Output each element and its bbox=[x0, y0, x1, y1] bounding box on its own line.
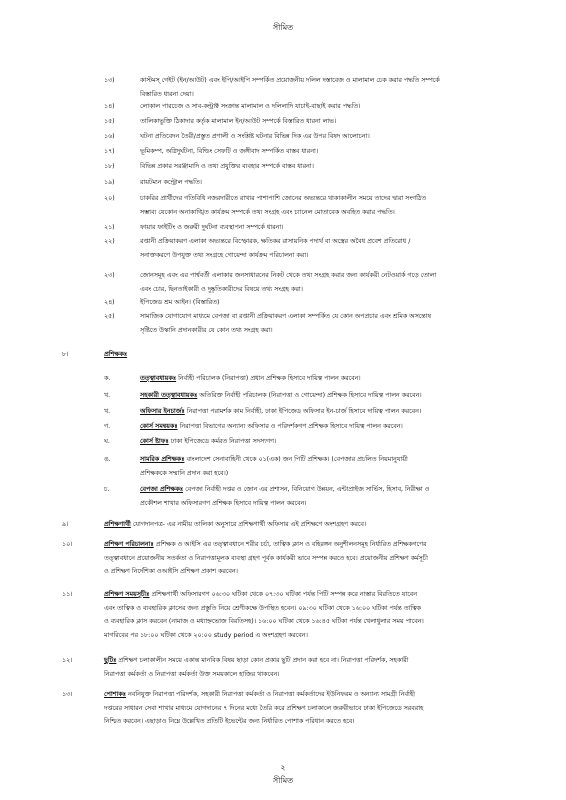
trainer-item-label: অফিসার ইনচার্জঃ bbox=[140, 408, 185, 415]
list-item-number: ২০) bbox=[104, 195, 115, 202]
list-item-text: ঘটনা প্রতিবেদন তৈরী/প্রস্তুত প্রণালী ও সংশ্লিষ্ট ঘটনার বিভিন্ন দিক এর উপর বিষদ আলোচনা। bbox=[140, 133, 370, 140]
trainer-item bbox=[140, 407, 552, 417]
paragraph-text: ও প্রশিক্ষণ নির্দেশিকা ওআইসি প্রশিক্ষণ প্রকাশ করবেন। bbox=[104, 568, 238, 575]
trainer-item-text: ঢাকা ইপিজেডে কর্মরত নিরাপত্তা সদস্যগণ। bbox=[170, 438, 277, 445]
list-item-text: জোনসমূহ এবং এর পার্শ্ববর্তী এলাকার জনসাধারনের নিকট থেকে তথ্য সংগ্রহ করার জন্য কার্যকরী নেটওয়ার্ক গড়ে তোলা bbox=[140, 272, 437, 279]
paragraph-text: প্রশিক্ষক ও আইসি এর তত্ত্বাবধানে শরীর চর্চা, তাত্বিক ক্লাস ও বহিরঙ্গন অনুশীলনসমূহ নির্ধারিত প্রশিক্ষকগণের bbox=[155, 541, 427, 548]
trainer-item-label: সহকারী তত্ত্বাবধায়কঃ bbox=[140, 392, 198, 399]
list-item-text: সনাক্তকরণে উপযুক্ত তথ্য সংগ্রহে গোয়েন্দা কার্যক্রম পরিচালনা করা। bbox=[140, 251, 309, 259]
list-item-number: ২২) bbox=[104, 238, 115, 245]
paragraph-number: ১১। bbox=[62, 591, 73, 598]
trainer-item-letter: চ. bbox=[104, 486, 110, 493]
list-item-text: কাস্টমস্ গেইট (ইন/আউট) এবং ইপি/আইপি সম্পর্কিত প্রয়োজনীয় দলিল দস্তাবেজ ও মালামাল চেক করার পদ্ধতি সম্পর্কে bbox=[140, 77, 440, 84]
paragraph-text: ও ব্যবহারিক ক্লাস করবেন (নামাজ ও মধ্যাহ্নভোজ বিরতিসহ)। ১৬:০০ ঘটিকা থেকে ১৬:৪৫ ঘটিকা পর্যন্ত খেলাধুলার সময় পাবেন। bbox=[104, 618, 424, 625]
paragraph-text: নিশ্চিত করবেন। এছাড়াও নিম্নে উল্লেখিত প্রতিটি ইভেন্টের জন্য নির্ধারিত পোশাক পরিধান করতে হবে। bbox=[104, 718, 355, 725]
list-item-number: ১৪) bbox=[104, 103, 115, 110]
trainer-item-text: বেপজা নির্বাহী দপ্তর ও জোন এর প্রশাসন, বিনিয়োগ উন্নয়ন, এন্টাপ্রাইজ সার্ভিস, হিসাব, নিরীক্ষা ও bbox=[185, 486, 430, 493]
paragraph-text: নবনিযুক্ত নিরাপত্তা পরিদর্শক, সহকারী নিরাপত্তা কর্মকর্তা ও নিরাপত্তা কর্মকর্তাদের ইউনিফরম ও অন্যান্য সামগ্রী নির্বাহী bbox=[128, 691, 415, 698]
trainer-item-letter: গ. bbox=[104, 423, 111, 430]
paragraph-label: ছুটিঃ bbox=[104, 657, 117, 664]
list-item-text: সৃষ্টিতে উস্কানি প্রদানকারীর যে কোন তথ্য সংগ্রহ করা। bbox=[140, 326, 273, 334]
list-item-text: রায়টম্যন কন্ট্রোল পদ্ধতি। bbox=[140, 179, 202, 186]
paragraph-number: ১২। bbox=[62, 657, 73, 664]
paragraph-label: পোশাকঃ bbox=[104, 691, 126, 698]
paragraph-text: প্রশিক্ষণার্থী অফিসারগণ ০৬:৩০ ঘটিকা থেকে ০৭:৩০ ঘটিকা পর্যন্ত পিটি সম্পন্ন করে নাস্তার বিরতিতে যাবেন bbox=[151, 591, 418, 598]
list-item-number: ১৭) bbox=[104, 148, 115, 155]
paragraph bbox=[104, 540, 552, 550]
list-item-text: বিভিন্ন প্রকার সরঞ্জামাদি ও তথ্য প্রযুক্তির ব্যবহার সম্পর্কে বাস্তব ধারনা। bbox=[140, 163, 314, 170]
list-item-number: ২১) bbox=[104, 224, 115, 231]
paragraph bbox=[104, 690, 552, 700]
list-item-text: সামাজিক যোগাযোগ মাধ্যমে বেপজা বা রপ্তানী প্রক্রিয়াকরণ এলাকা সম্পর্কিত যে কোন অপপ্রচার এবং শ্রমিক অসন্তোষ bbox=[140, 313, 431, 320]
trainer-item-letter: ঘ. bbox=[104, 438, 110, 445]
trainer-item-text: নির্বাহী পরিচালক (নিরাপত্তা) প্রধান প্রশিক্ষক হিসাবে দায়িত্ব পালন করবেন। bbox=[178, 375, 361, 382]
paragraph-text: মাগরিবের পর ১৮:০০ ঘটিকা থেকে ২০:০০ study period এ অংশগ্রহণ করবেন। bbox=[104, 631, 308, 639]
list-item-text: এবং চোর, ছিনতাইকারী ও দুষ্কৃতিকারীদের বিষয়ে তথ্য সংগ্রহ করা। bbox=[140, 285, 303, 293]
section-heading: প্রশিক্ষকঃ bbox=[104, 351, 128, 358]
paragraph bbox=[104, 590, 552, 600]
list-item-text: রপ্তানী প্রক্রিয়াকরণ এলাকা অভ্যন্তরে বিস্ফোরক, ক্ষতিকর রাসায়নিক পদার্থ বা অস্ত্রের অবৈধ প্রবেশ প্রতিরোধ / bbox=[140, 238, 411, 245]
list-item-text: লোকাল পারচেজ ও সাব-কন্ট্রাক্ট সংক্রান্ত মালামাল ও দলিলাদি যাচাই-বাছাই করার পদ্ধতি। bbox=[140, 103, 361, 110]
list-item-number: ১৯) bbox=[104, 179, 115, 186]
trainer-item-letter: খ. bbox=[104, 408, 111, 415]
trainer-item bbox=[140, 391, 552, 401]
trainer-item-label: তত্ত্বাবধায়কঃ bbox=[140, 375, 177, 382]
paragraph-label: প্রশিক্ষণ সময়সূচীঃ bbox=[104, 591, 150, 598]
list-item-number: ২৪) bbox=[104, 299, 115, 306]
trainer-item-label: কোর্স সমন্বয়কঃ bbox=[140, 423, 178, 430]
page-header: সীমিত bbox=[272, 23, 294, 32]
paragraph-text: দপ্তরের সাধারন সেবা শাখার মাধ্যমে যোগদানের ৭ দিনের মধ্যে তৈরি করে প্রশিক্ষণ চলাকালে জরুরীভাবে ঢাকা ইপিজেডে সরবরাহ bbox=[104, 704, 424, 712]
list-item-text: ভূমিকম্প, অগ্নিদুর্ঘটনা, বিল্ডিং সেফটি ও জঙ্গীবাদ সম্পর্কিত বাস্তব ধারনা। bbox=[140, 148, 319, 155]
trainer-item-text: প্রশিক্ষককে সম্মানি প্রদান করা হবে।) bbox=[140, 469, 229, 477]
page-number: ২ bbox=[280, 763, 286, 772]
trainer-item-text: নিরাপত্তা বিভাগের অন্যান্য অফিসার ও পরিদর্শকগণ প্রশিক্ষক হিসাবে দায়িত্ব পালন করবেন। bbox=[179, 423, 403, 430]
paragraph-text: তত্ত্বাবধানে প্রয়োজনীয় সতর্কতা ও নিরাপত্তামূলক ব্যবস্থা গ্রহণ পূর্বক কার্যকরী ভাবে সম্পন্ন করতে হবে। প্রয়োজনীয় প্রশিক্ষণ কর্মসূচী bbox=[104, 554, 428, 562]
paragraph-label: প্রশিক্ষণার্থী bbox=[104, 521, 131, 528]
list-item-number: ২৩) bbox=[104, 272, 115, 279]
trainer-item bbox=[140, 437, 552, 447]
trainer-item-label: বেপজা প্রশিক্ষকঃ bbox=[140, 486, 184, 493]
trainer-item bbox=[140, 485, 552, 495]
list-item-number: ১৮) bbox=[104, 163, 115, 170]
trainer-item-text: নিরাপত্তা পরামর্শক কাম নির্বাহী, ঢাকা ইপিজেড অফিসার ইন-চার্জ হিসাবে দায়িত্ব পালন করবেন। bbox=[186, 408, 422, 415]
page-footer: সীমিত bbox=[272, 776, 294, 785]
trainer-item-letter: খ. bbox=[104, 392, 111, 399]
paragraph-number: ৯। bbox=[62, 521, 69, 528]
paragraph-number: ১৩। bbox=[62, 691, 73, 698]
list-item-text: সম্ভাব্য যেকোন অনাকাঙ্খিত কার্যক্রম সম্পর্কে তথ্য সংগ্রহ এবং চ্যানেল মোতাবেক অবহিত করার পদ্ধতি। bbox=[140, 208, 395, 216]
trainer-item-text: বাংলাদেশ সেনাবাহিনী থেকে ০১(এক) জন পিটি প্রশিক্ষক। (বেপজার প্রচলিত নিয়মানুযায়ী bbox=[186, 456, 408, 463]
trainer-item-label: কোর্স ষ্টাফঃ bbox=[140, 438, 169, 445]
trainer-item bbox=[140, 374, 552, 384]
paragraph-text: এবং তাত্বিক ও ব্যবহারিক ক্লাসের জন্য প্রস্তুতি নিয়ে শ্রেণীকক্ষে উপস্থিত হবেন। ০৯:৩০ ঘটিকা থেকে ১৬:০০ ঘটিকা পর্যন্ত তাত্বিক bbox=[104, 604, 421, 612]
list-item-text: বিস্তারিত ধারনা দেয়া। bbox=[140, 90, 194, 98]
paragraph-text: যোগদানপত্র- এর নামীয় তালিকা অনুসারে প্রশিক্ষণার্থী অফিসার এই প্রশিক্ষণে অংশগ্রহণ করবে। bbox=[132, 521, 367, 528]
list-item-number: ২৫) bbox=[104, 313, 115, 320]
list-item-text: ফায়ার ফাইটিং ও জরুরী দুর্ঘটনা ব্যবস্থাপনা সম্পর্কে ধারনা। bbox=[140, 224, 284, 231]
trainer-item-letter: ক. bbox=[104, 375, 111, 382]
trainer-item-text: প্রকৌশল শাখার অফিসারগণ প্রশিক্ষক হিসাবে দায়িত্ব পালন করবেন। bbox=[140, 499, 307, 507]
list-item-number: ১৫) bbox=[104, 118, 115, 125]
paragraph-text: প্রশিক্ষণ চলাকালীন সময়ে একান্ত মানবিক বিষয় ছাড়া কোন প্রকার ছুটি প্রদান করা হবে না। নিরাপত্তা পরিদর্শক, সহকারী bbox=[118, 657, 409, 664]
section-number: ৮। bbox=[62, 351, 69, 358]
list-item-text: চাকরির প্রার্থীদের গতিবিধি নজরদারীতে রাখার পাশাপাশি জোনের অভ্যন্তরে থাকাকালীন সময়ে তাদের দ্বারা সংগঠিত bbox=[140, 195, 427, 202]
list-item-text: ইপিজেড শ্রম আইন। (বিস্তারিত) bbox=[140, 299, 220, 306]
list-item-number: ১৩) bbox=[104, 77, 115, 84]
paragraph bbox=[104, 520, 552, 530]
trainer-item-text: অতিরিক্ত নির্বাহী পরিচালক (নিরাপত্তা ও গোয়েন্দা) প্রশিক্ষক হিসাবে দায়িত্ব পালন করবেন। bbox=[199, 392, 422, 399]
paragraph-label: প্রশিক্ষণ পরিচালনাঃ bbox=[104, 541, 154, 548]
trainer-item-label: সামরিক প্রশিক্ষকঃ bbox=[140, 456, 185, 463]
paragraph-number: ১০। bbox=[62, 541, 73, 548]
paragraph bbox=[104, 656, 552, 666]
list-item-text: তালিকাভুক্তি ঠিকাদার কর্তৃক মালামাল ইন/আউট সম্পর্কে বিস্তারিত ধারনা লাভ। bbox=[140, 118, 337, 125]
trainer-item bbox=[140, 422, 552, 432]
list-item-number: ১৬) bbox=[104, 133, 115, 140]
paragraph-text: নিরাপত্তা কর্মকর্তা ও নিরাপত্তা কর্মকর্তা উক্ত সময়কালে হাজির থাকবেন। bbox=[104, 670, 280, 678]
trainer-item-letter: ঙ. bbox=[104, 456, 111, 463]
trainer-item bbox=[140, 455, 552, 465]
